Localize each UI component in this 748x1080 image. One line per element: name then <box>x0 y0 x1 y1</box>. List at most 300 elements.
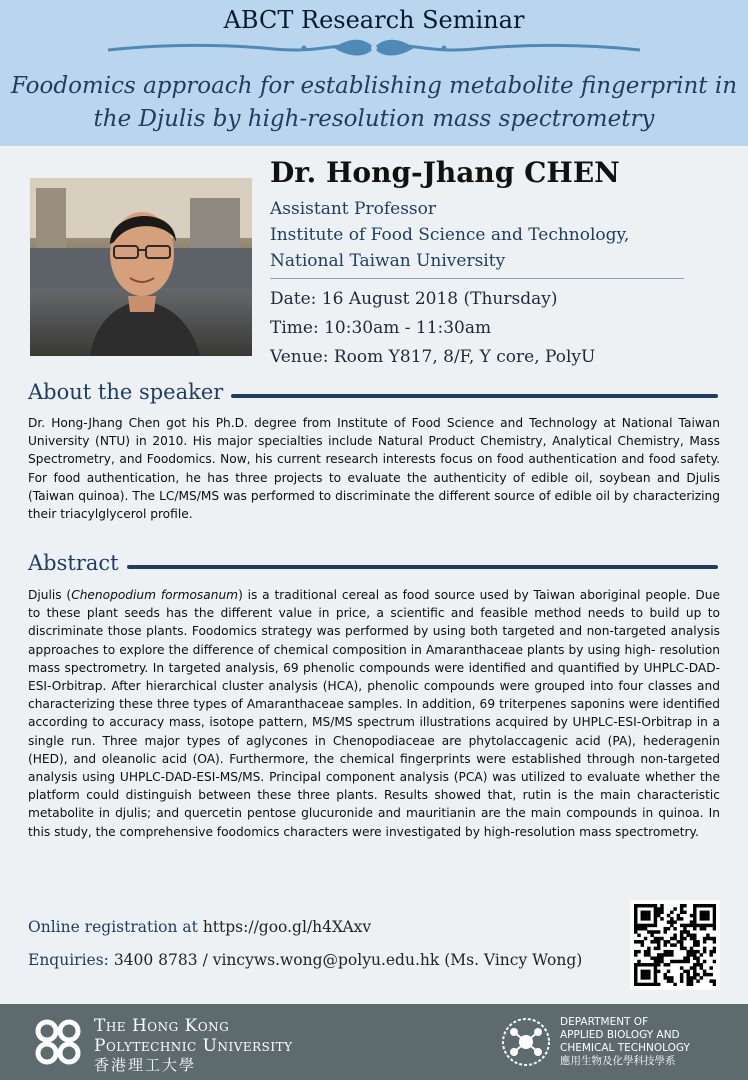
qr-module <box>634 914 637 917</box>
qr-module <box>693 953 696 956</box>
qr-module <box>647 930 650 933</box>
qr-module <box>709 924 712 927</box>
qr-module <box>634 953 637 956</box>
qr-module <box>670 979 673 982</box>
qr-module <box>634 930 637 933</box>
qr-module <box>700 914 703 917</box>
qr-module <box>703 950 706 953</box>
qr-module <box>709 904 712 907</box>
qr-module <box>673 907 676 910</box>
seminar-title-line2: the Djulis by high-resolution mass spectrometry <box>93 106 655 132</box>
qr-module <box>693 934 696 937</box>
heading-rule <box>231 394 718 398</box>
qr-module <box>700 911 703 914</box>
event-date: Date: 16 August 2018 (Thursday) <box>270 289 558 309</box>
qr-module <box>690 950 693 953</box>
qr-module <box>706 904 709 907</box>
qr-module <box>654 920 657 923</box>
qr-module <box>670 960 673 963</box>
qr-module <box>670 937 673 940</box>
qr-module <box>641 973 644 976</box>
qr-module <box>683 956 686 959</box>
qr-module <box>713 924 716 927</box>
qr-module <box>647 917 650 920</box>
qr-module <box>654 917 657 920</box>
qr-module <box>657 907 660 910</box>
qr-module <box>693 976 696 979</box>
qr-module <box>657 937 660 940</box>
qr-module <box>683 904 686 907</box>
polyu-name <box>94 1016 293 1075</box>
qr-module <box>660 904 663 907</box>
qr-module <box>696 973 699 976</box>
qr-module <box>680 943 683 946</box>
qr-module <box>700 924 703 927</box>
qr-module <box>660 956 663 959</box>
qr-module <box>667 970 670 973</box>
qr-module <box>713 927 716 930</box>
qr-module <box>641 976 644 979</box>
qr-module <box>693 920 696 923</box>
qr-module <box>664 930 667 933</box>
qr-module <box>641 970 644 973</box>
qr-module <box>696 924 699 927</box>
qr-module <box>650 940 653 943</box>
dept-name-line1: DEPARTMENT OF <box>560 1016 649 1028</box>
dept-name-line2: APPLIED BIOLOGY AND <box>560 1029 680 1041</box>
qr-module <box>660 937 663 940</box>
qr-module <box>696 963 699 966</box>
speaker-photo <box>30 178 252 356</box>
qr-module <box>664 953 667 956</box>
qr-module <box>637 963 640 966</box>
qr-module <box>650 983 653 986</box>
qr-module <box>654 907 657 910</box>
qr-module <box>713 917 716 920</box>
qr-module <box>700 917 703 920</box>
qr-module <box>637 934 640 937</box>
qr-module <box>696 979 699 982</box>
qr-module <box>709 937 712 940</box>
qr-module <box>654 960 657 963</box>
qr-module <box>700 927 703 930</box>
speaker-photo-illustration <box>30 178 252 356</box>
qr-module <box>693 973 696 976</box>
qr-module <box>657 970 660 973</box>
qr-module <box>641 940 644 943</box>
qr-module <box>641 943 644 946</box>
about-heading-text: About the speaker <box>28 380 224 404</box>
qr-module <box>657 956 660 959</box>
qr-module <box>637 940 640 943</box>
speaker-name: Dr. Hong-Jhang CHEN <box>270 156 620 189</box>
qr-module <box>673 943 676 946</box>
qr-module <box>690 924 693 927</box>
qr-module <box>650 930 653 933</box>
qr-module <box>706 973 709 976</box>
qr-module <box>667 914 670 917</box>
qr-module <box>657 963 660 966</box>
qr-module <box>693 907 696 910</box>
qr-module <box>680 966 683 969</box>
qr-module <box>670 953 673 956</box>
qr-module <box>686 976 689 979</box>
qr-module <box>680 934 683 937</box>
qr-module <box>660 917 663 920</box>
qr-module <box>696 950 699 953</box>
qr-module <box>700 966 703 969</box>
abstract-lead: Djulis ( <box>28 588 72 602</box>
qr-code-image <box>634 904 716 986</box>
qr-module <box>713 911 716 914</box>
about-text: Dr. Hong-Jhang Chen got his Ph.D. degree from Institute of Food Science and Technology at National Taiwan University (NTU) in 2010. His major specialties include Natural Product Chemistry, Analytical Chemistry, Mass Spectrometry, and Foodomics. Now, his current research interests focus on food authentication and food safety. For food authentication, he has three projects to evaluate the authenticity of edible oil, soybean and Djulis (Taiwan quinoa). The LC/MS/MS was performed to discriminate the different source of edible oil by characterizing their triacylglycerol profile. <box>28 416 720 522</box>
qr-module <box>657 947 660 950</box>
qr-module <box>680 976 683 979</box>
qr-module <box>677 914 680 917</box>
qr-module <box>654 911 657 914</box>
qr-module <box>686 983 689 986</box>
registration-line <box>28 918 371 936</box>
qr-module <box>709 953 712 956</box>
qr-module <box>703 904 706 907</box>
qr-module <box>634 911 637 914</box>
dept-name <box>560 1016 690 1068</box>
qr-module <box>706 934 709 937</box>
qr-module <box>634 963 637 966</box>
qr-module <box>677 940 680 943</box>
qr-module <box>709 966 712 969</box>
qr-module <box>709 973 712 976</box>
qr-module <box>670 924 673 927</box>
qr-module <box>641 924 644 927</box>
polyu-name-line2: Polytechnic University <box>94 1036 293 1056</box>
qr-module <box>700 963 703 966</box>
qr-module <box>686 960 689 963</box>
abstract-heading <box>28 551 718 575</box>
qr-module <box>654 970 657 973</box>
abct-dept-logo-icon <box>500 1016 552 1068</box>
qr-module <box>670 920 673 923</box>
qr-module <box>693 966 696 969</box>
qr-module <box>706 914 709 917</box>
enquiries-phone: 3400 8783 <box>113 951 198 969</box>
qr-module <box>634 983 637 986</box>
qr-module <box>654 940 657 943</box>
qr-module <box>693 904 696 907</box>
qr-module <box>657 960 660 963</box>
qr-module <box>644 976 647 979</box>
qr-module <box>667 979 670 982</box>
speaker-info <box>270 156 690 372</box>
qr-module <box>686 953 689 956</box>
qr-module <box>690 976 693 979</box>
qr-module <box>680 979 683 982</box>
qr-module <box>664 927 667 930</box>
qr-module <box>693 911 696 914</box>
qr-module <box>647 911 650 914</box>
qr-module <box>709 979 712 982</box>
event-time: Time: 10:30am - 11:30am <box>270 318 492 338</box>
qr-module <box>703 927 706 930</box>
qr-module <box>690 983 693 986</box>
qr-module <box>644 973 647 976</box>
qr-module <box>644 924 647 927</box>
qr-module <box>650 924 653 927</box>
qr-module <box>693 956 696 959</box>
registration-label: Online registration at <box>28 918 203 936</box>
qr-module <box>657 943 660 946</box>
enquiries-separator: / <box>197 951 213 969</box>
qr-module <box>647 983 650 986</box>
qr-module <box>703 937 706 940</box>
qr-module <box>703 960 706 963</box>
qr-module <box>703 914 706 917</box>
qr-module <box>686 934 689 937</box>
abstract-species: Chenopodium formosanum <box>71 588 239 602</box>
polyu-name-line1: The Hong Kong <box>94 1016 230 1036</box>
qr-module <box>654 947 657 950</box>
qr-module <box>693 917 696 920</box>
qr-module <box>634 904 637 907</box>
qr-module <box>690 920 693 923</box>
qr-module <box>647 963 650 966</box>
qr-module <box>637 960 640 963</box>
qr-module <box>654 956 657 959</box>
polyu-name-chinese: 香港理工大學 <box>94 1056 197 1074</box>
qr-module <box>677 917 680 920</box>
qr-module <box>713 960 716 963</box>
qr-module <box>713 950 716 953</box>
qr-module <box>667 950 670 953</box>
qr-module <box>690 914 693 917</box>
qr-module <box>700 953 703 956</box>
qr-module <box>634 920 637 923</box>
qr-module <box>641 917 644 920</box>
qr-module <box>683 924 686 927</box>
qr-module <box>706 917 709 920</box>
qr-module <box>644 917 647 920</box>
qr-module <box>657 914 660 917</box>
dept-name-chinese: 應用生物及化學科技學系 <box>560 1055 676 1067</box>
seminar-series-title: ABCT Research Seminar <box>223 6 525 34</box>
qr-module <box>654 914 657 917</box>
qr-module <box>673 927 676 930</box>
qr-module <box>696 960 699 963</box>
qr-module <box>647 953 650 956</box>
qr-module <box>641 963 644 966</box>
qr-module <box>634 973 637 976</box>
qr-module <box>673 937 676 940</box>
qr-module <box>696 904 699 907</box>
qr-module <box>647 976 650 979</box>
qr-module <box>637 950 640 953</box>
qr-module <box>641 914 644 917</box>
polyu-logo-icon <box>30 1014 86 1070</box>
qr-module <box>644 937 647 940</box>
qr-module <box>657 930 660 933</box>
qr-module <box>634 966 637 969</box>
qr-module <box>644 914 647 917</box>
abstract-body: ) is a traditional cereal as food source used by Taiwan aboriginal people. Due to these plant seeds has the different value in price, a scientific and feasible method needs to build up to discriminate those plants. Foodomics strategy was performed by using both targeted and non-targeted analysis approaches to explore the difference of chemical composition in Amaranthaceae plants by using high- resolution mass spectrometry. In targeted analysis, 69 phenolic compounds were identified and quantified by UHPLC-DAD-ESI-Orbitrap. After hierarchical cluster analysis (HCA), phenolic compounds were grouped into four classes and characterizing these three types of Amaranthaceae samples. In addition, 69 triterpenes saponins were identified according to accuracy mass, isotope pattern, MS/MS spectrum illustrations acquired by UHPLC-ESI-Orbitrap in a single run. Three major types of aglycones in Chenopodiaceae are phytolaccagenic acid (PA), hederagenin (HED), and oleanolic acid (OA). Furthermore, the chemical fingerprints were established through non-targeted analysis using UHPLC-DAD-ESI-MS/MS. Principal component analysis (PCA) was utilized to evaluate whether the platform could distinguish between these three plants. Results showed that, rutin is the main characteristic metabolite in djulis; and quercetin pentose glucuronide and mauritianin are the main compounds in quinoa. In this study, the comprehensive foodomics characters were investigated by high-resolution mass spectrometry. <box>28 588 720 839</box>
qr-module <box>654 937 657 940</box>
qr-module <box>670 917 673 920</box>
qr-module <box>683 947 686 950</box>
speaker-position: Assistant Professor <box>270 199 436 219</box>
qr-module <box>641 983 644 986</box>
qr-module <box>713 920 716 923</box>
seminar-title-line1: Foodomics approach for establishing metabolite fingerprint in <box>10 73 738 99</box>
qr-module <box>644 911 647 914</box>
qr-module <box>634 950 637 953</box>
qr-module <box>680 937 683 940</box>
qr-module <box>673 960 676 963</box>
qr-module <box>683 927 686 930</box>
qr-module <box>703 911 706 914</box>
qr-module <box>654 963 657 966</box>
qr-module <box>667 963 670 966</box>
heading-rule <box>127 565 718 569</box>
qr-module <box>634 927 637 930</box>
qr-module <box>667 953 670 956</box>
qr-module <box>637 904 640 907</box>
qr-module <box>686 930 689 933</box>
qr-module <box>657 983 660 986</box>
qr-module <box>680 947 683 950</box>
qr-module <box>690 953 693 956</box>
qr-module <box>634 970 637 973</box>
qr-module <box>650 934 653 937</box>
qr-module <box>690 966 693 969</box>
qr-module <box>654 930 657 933</box>
qr-module <box>657 911 660 914</box>
qr-module <box>647 904 650 907</box>
qr-module <box>634 917 637 920</box>
qr-module <box>686 973 689 976</box>
header-banner <box>0 0 748 146</box>
qr-module <box>680 940 683 943</box>
qr-module <box>647 970 650 973</box>
qr-module <box>644 927 647 930</box>
about-heading <box>28 380 718 404</box>
seminar-title <box>10 70 738 136</box>
footer-bar <box>0 1004 748 1080</box>
qr-module <box>680 930 683 933</box>
qr-module <box>654 979 657 982</box>
qr-module <box>647 973 650 976</box>
qr-module <box>683 911 686 914</box>
qr-module <box>644 953 647 956</box>
qr-module <box>664 940 667 943</box>
qr-module <box>650 904 653 907</box>
qr-module <box>690 934 693 937</box>
qr-module <box>664 943 667 946</box>
qr-module <box>693 950 696 953</box>
qr-module <box>660 907 663 910</box>
qr-module <box>693 940 696 943</box>
qr-module <box>667 927 670 930</box>
qr-module <box>693 927 696 930</box>
qr-module <box>637 927 640 930</box>
qr-module <box>683 937 686 940</box>
qr-module <box>690 947 693 950</box>
qr-module <box>647 947 650 950</box>
qr-module <box>686 956 689 959</box>
qr-module <box>696 943 699 946</box>
enquiries-email[interactable]: vincyws.wong@polyu.edu.hk <box>212 951 440 969</box>
qr-module <box>703 970 706 973</box>
qr-module <box>641 927 644 930</box>
qr-module <box>634 907 637 910</box>
qr-module <box>703 973 706 976</box>
qr-module <box>634 976 637 979</box>
qr-module <box>647 924 650 927</box>
qr-module <box>654 924 657 927</box>
decorative-flourish <box>104 34 644 62</box>
qr-module <box>686 924 689 927</box>
qr-module <box>706 937 709 940</box>
qr-module <box>644 963 647 966</box>
qr-module <box>693 943 696 946</box>
qr-module <box>680 911 683 914</box>
qr-module <box>664 950 667 953</box>
qr-module <box>660 911 663 914</box>
qr-module <box>683 960 686 963</box>
qr-module <box>660 953 663 956</box>
divider <box>270 278 684 279</box>
qr-module <box>680 907 683 910</box>
qr-module <box>686 970 689 973</box>
qr-module <box>700 904 703 907</box>
qr-module <box>683 930 686 933</box>
qr-module <box>680 904 683 907</box>
qr-module <box>713 947 716 950</box>
registration-link[interactable]: https://goo.gl/h4XAxv <box>202 918 372 936</box>
qr-module <box>670 976 673 979</box>
qr-module <box>680 973 683 976</box>
qr-module <box>680 924 683 927</box>
qr-module <box>693 970 696 973</box>
qr-module <box>654 976 657 979</box>
qr-module <box>657 953 660 956</box>
qr-module <box>673 983 676 986</box>
qr-module <box>673 920 676 923</box>
qr-module <box>680 960 683 963</box>
qr-module <box>654 966 657 969</box>
speaker-institute: Institute of Food Science and Technology, <box>270 225 630 245</box>
qr-module <box>650 956 653 959</box>
qr-module <box>667 976 670 979</box>
qr-module <box>713 904 716 907</box>
qr-module <box>693 914 696 917</box>
qr-module <box>664 976 667 979</box>
qr-module <box>706 911 709 914</box>
qr-module <box>654 973 657 976</box>
qr-module <box>670 911 673 914</box>
qr-module <box>713 937 716 940</box>
qr-module <box>713 979 716 982</box>
qr-module <box>667 920 670 923</box>
qr-module <box>664 973 667 976</box>
qr-module <box>644 904 647 907</box>
qr-module <box>700 976 703 979</box>
qr-code <box>630 900 720 990</box>
qr-module <box>713 940 716 943</box>
qr-module <box>703 924 706 927</box>
qr-module <box>703 917 706 920</box>
qr-module <box>706 924 709 927</box>
qr-module <box>654 983 657 986</box>
qr-module <box>667 940 670 943</box>
